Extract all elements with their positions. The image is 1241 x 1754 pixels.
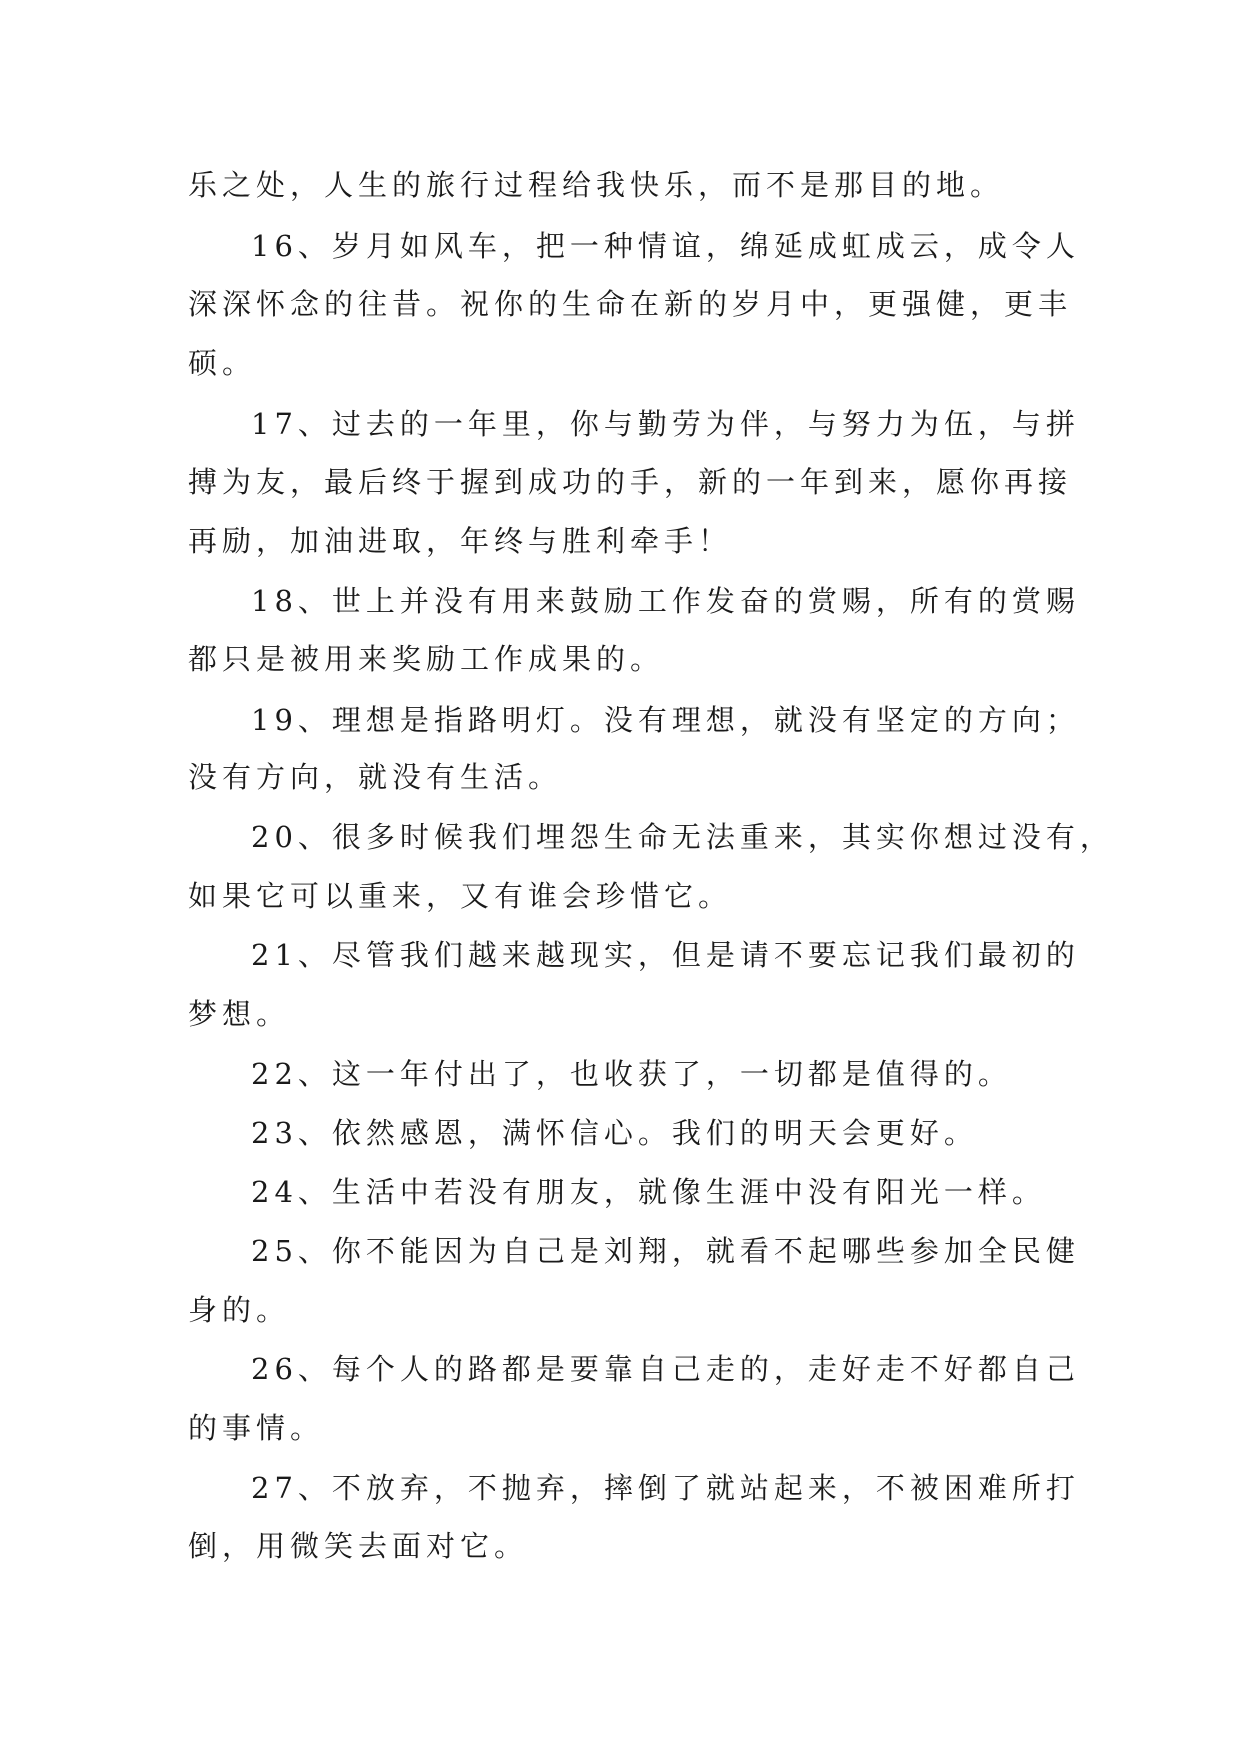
text-line: 都只是被用来奖励工作成果的。 [188, 642, 665, 676]
text-line: 19、理想是指路明灯。没有理想，就没有坚定的方向； [251, 703, 1080, 737]
text-line: 梦想。 [188, 997, 291, 1031]
text-line: 硕。 [188, 346, 257, 380]
text-line: 21、尽管我们越来越现实，但是请不要忘记我们最初的 [251, 938, 1080, 972]
text-line: 再励，加油进取，年终与胜利牵手！ [188, 524, 733, 558]
text-line: 18、世上并没有用来鼓励工作发奋的赏赐，所有的赏赐 [251, 584, 1080, 618]
text-line: 倒，用微笑去面对它。 [188, 1529, 529, 1563]
text-line: 身的。 [188, 1293, 291, 1327]
text-line: 的事情。 [188, 1411, 325, 1445]
text-line: 26、每个人的路都是要靠自己走的，走好走不好都自己 [251, 1352, 1080, 1386]
text-line: 17、过去的一年里，你与勤劳为伴，与努力为伍，与拼 [251, 407, 1080, 441]
text-line: 搏为友，最后终于握到成功的手，新的一年到来，愿你再接 [188, 465, 1073, 499]
text-line: 16、岁月如风车，把一种情谊，绵延成虹成云，成令人 [251, 229, 1080, 263]
text-line: 27、不放弃，不抛弃，摔倒了就站起来，不被困难所打 [251, 1471, 1080, 1505]
text-line: 20、很多时候我们埋怨生命无法重来，其实你想过没有， [251, 820, 1114, 854]
text-line: 如果它可以重来，又有谁会珍惜它。 [188, 879, 733, 913]
text-line: 没有方向，就没有生活。 [188, 760, 563, 794]
text-line: 深深怀念的往昔。祝你的生命在新的岁月中，更强健，更丰 [188, 287, 1073, 321]
text-line: 22、这一年付出了，也收获了，一切都是值得的。 [251, 1057, 1012, 1091]
text-line: 23、依然感恩，满怀信心。我们的明天会更好。 [251, 1116, 978, 1150]
text-line: 25、你不能因为自己是刘翔，就看不起哪些参加全民健 [251, 1234, 1080, 1268]
text-line: 乐之处，人生的旅行过程给我快乐，而不是那目的地。 [188, 168, 1005, 202]
text-line: 24、生活中若没有朋友，就像生涯中没有阳光一样。 [251, 1175, 1046, 1209]
